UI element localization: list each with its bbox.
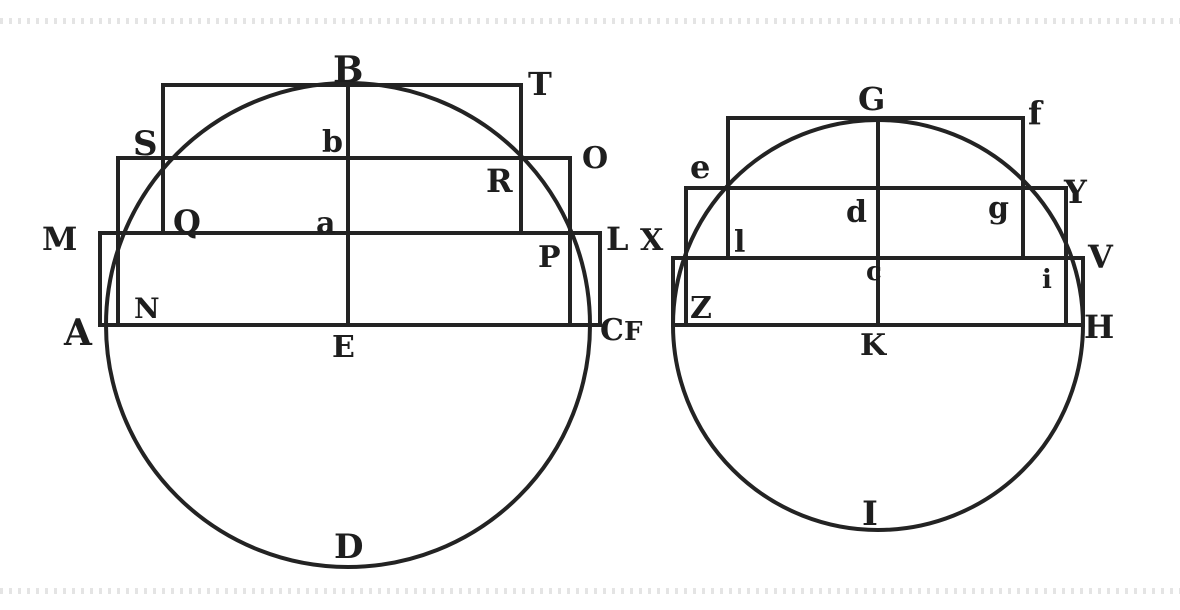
- label-S: S: [133, 124, 158, 164]
- label-i: i: [1042, 265, 1052, 295]
- label-I: I: [862, 494, 878, 534]
- label-Y: Y: [1064, 173, 1087, 211]
- label-N: N: [134, 292, 160, 325]
- label-P: P: [538, 240, 561, 275]
- label-V: V: [1088, 238, 1113, 276]
- label-O: O: [582, 141, 609, 176]
- label-g: g: [988, 191, 1009, 226]
- label-H: H: [1084, 308, 1115, 346]
- label-d: d: [846, 195, 867, 230]
- label-f: f: [1028, 94, 1042, 132]
- label-T: T: [528, 65, 552, 103]
- label-F: F: [624, 317, 643, 347]
- label-a: a: [316, 206, 336, 241]
- label-R: R: [486, 162, 513, 200]
- label-X: X: [640, 223, 664, 258]
- label-D: D: [334, 527, 364, 567]
- label-G: G: [858, 80, 886, 118]
- label-B: B: [333, 49, 364, 91]
- label-c: c: [866, 257, 882, 287]
- label-M: M: [42, 220, 78, 258]
- label-l: l: [734, 225, 746, 260]
- label-b: b: [322, 125, 343, 160]
- label-L: L: [606, 220, 629, 258]
- label-A: A: [64, 312, 92, 354]
- label-Q: Q: [173, 203, 201, 241]
- label-Z: Z: [690, 291, 712, 326]
- label-e: e: [690, 148, 711, 186]
- label-E: E: [332, 330, 355, 365]
- label-C: C: [600, 313, 624, 348]
- label-K: K: [860, 328, 887, 363]
